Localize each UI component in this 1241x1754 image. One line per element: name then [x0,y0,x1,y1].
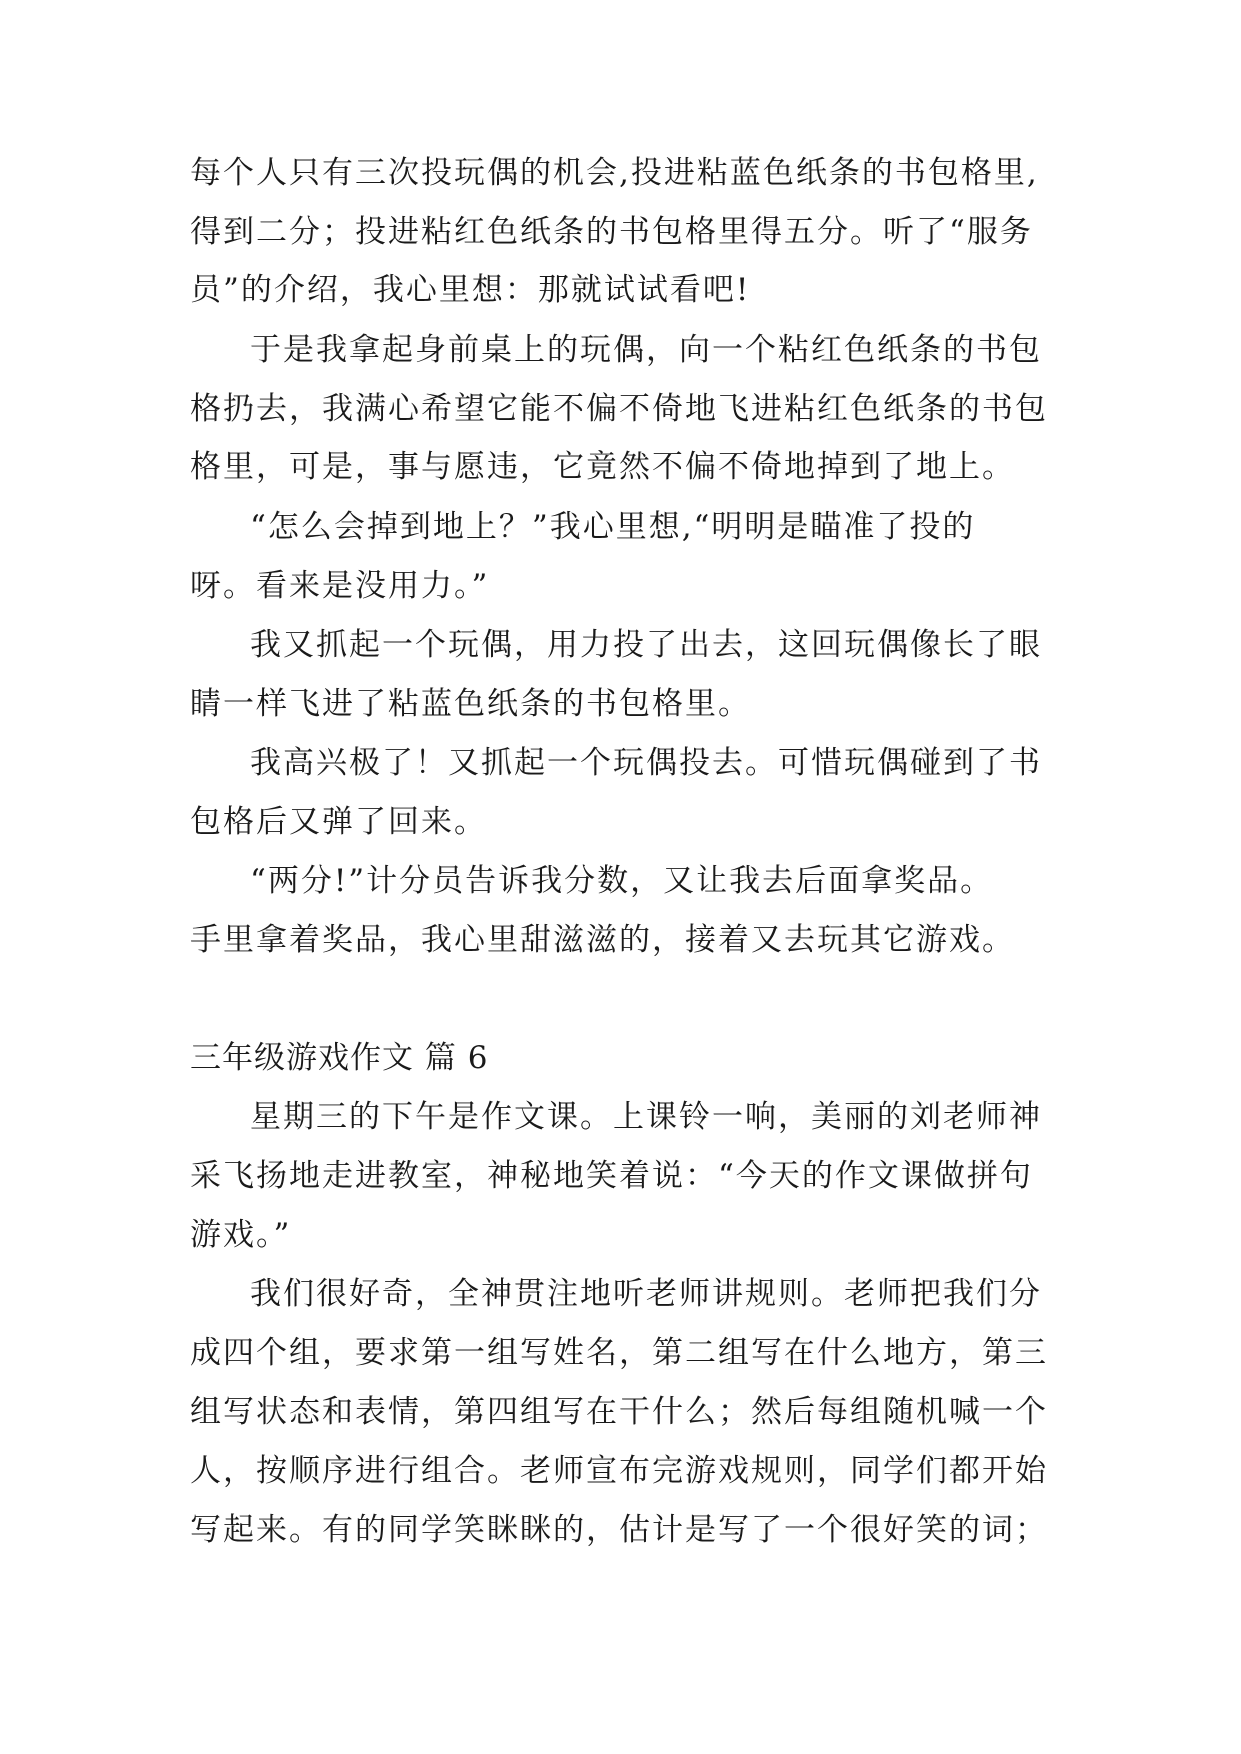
text-line: 人，按顺序进行组合。老师宣布完游戏规则，同学们都开始 [190,1453,1048,1489]
text-line: 采飞扬地走进教室，神秘地笑着说：“今天的作文课做拼句 [190,1158,1033,1194]
text-line: 写起来。有的同学笑眯眯的，估计是写了一个很好笑的词； [190,1512,1048,1548]
text-line: 手里拿着奖品，我心里甜滋滋的，接着又去玩其它游戏。 [190,922,1015,958]
paragraph-first-line: 我又抓起一个玩偶，用力投了出去，这回玩偶像长了眼 [250,627,1042,663]
paragraph-first-line: 我们很好奇，全神贯注地听老师讲规则。老师把我们分 [250,1276,1042,1312]
text-line: 得到二分；投进粘红色纸条的书包格里得五分。听了“服务 [190,214,1033,250]
text-line: 睛一样飞进了粘蓝色纸条的书包格里。 [190,686,751,722]
text-line: 员”的介绍，我心里想：那就试试看吧! [190,272,751,308]
text-line: 格扔去，我满心希望它能不偏不倚地飞进粘红色纸条的书包 [190,391,1048,427]
text-line: 组写状态和表情，第四组写在干什么；然后每组随机喊一个 [190,1394,1048,1430]
text-line: 每个人只有三次投玩偶的机会,投进粘蓝色纸条的书包格里, [190,155,1039,191]
paragraph-first-line: “两分!”计分员告诉我分数，又让我去后面拿奖品。 [250,863,994,899]
text-line: 呀。看来是没用力。” [190,568,490,604]
text-line: 成四个组，要求第一组写姓名，第二组写在什么地方，第三 [190,1335,1048,1371]
paragraph-first-line: 我高兴极了！又抓起一个玩偶投去。可惜玩偶碰到了书 [250,745,1042,781]
paragraph-first-line: “怎么会掉到地上？”我心里想,“明明是瞄准了投的 [250,509,976,545]
section-heading: 三年级游戏作文 篇 6 [190,1040,489,1076]
paragraph-first-line: 星期三的下午是作文课。上课铃一响，美丽的刘老师神 [250,1099,1042,1135]
paragraph-first-line: 于是我拿起身前桌上的玩偶，向一个粘红色纸条的书包 [250,332,1042,368]
text-line: 格里，可是，事与愿违，它竟然不偏不倚地掉到了地上。 [190,449,1015,485]
text-line: 游戏。” [190,1217,292,1253]
text-line: 包格后又弹了回来。 [190,804,487,840]
